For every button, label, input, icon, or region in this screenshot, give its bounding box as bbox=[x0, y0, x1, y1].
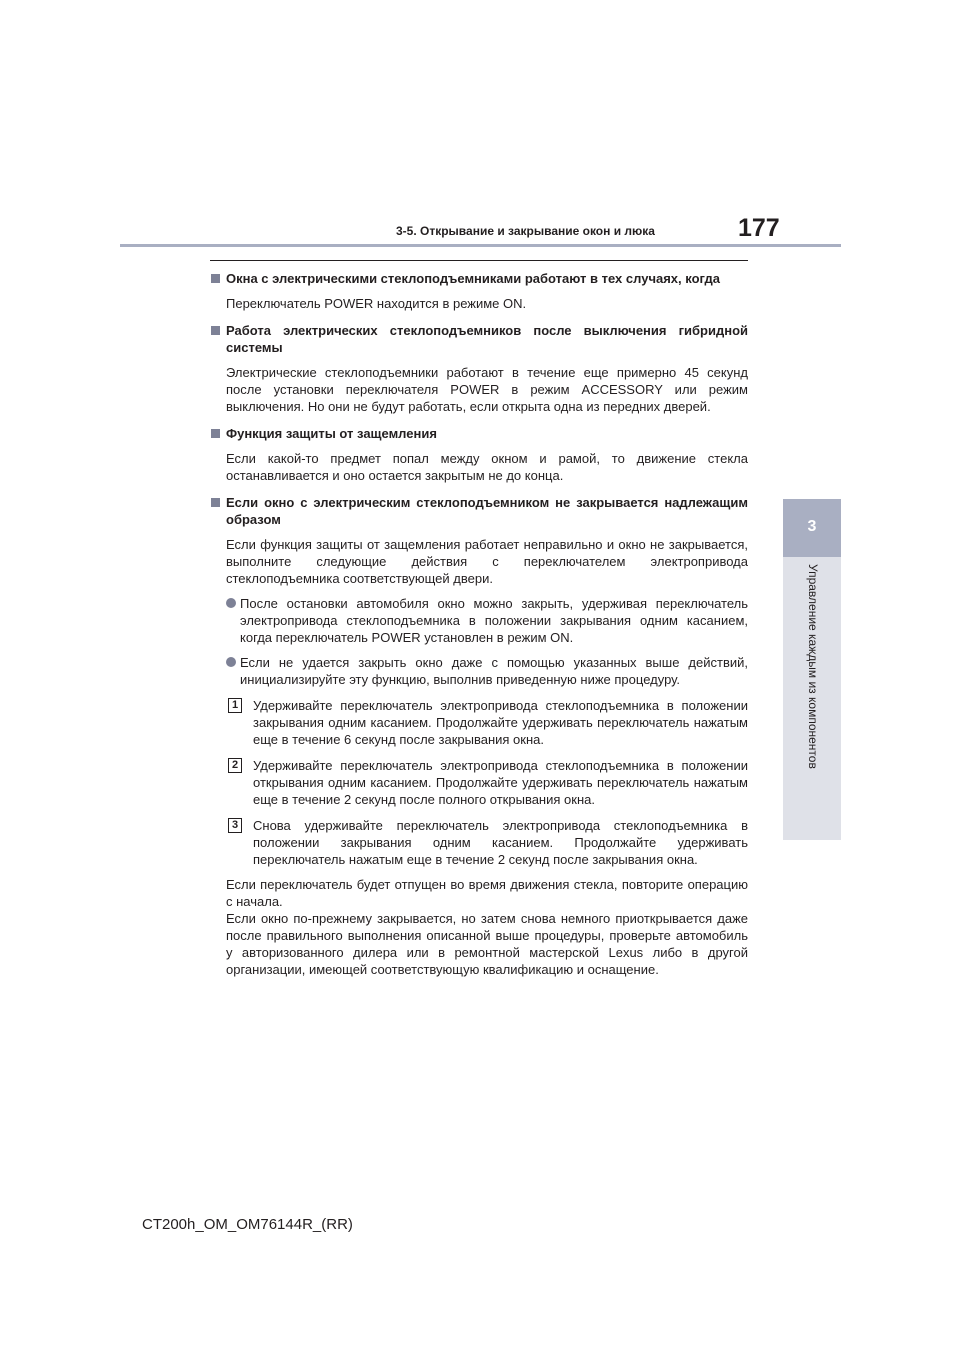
bullet-text: Если не удается закрыть окно даже с помощью указанных выше действий, инициализируйте эту функцию, выполнив приведенную ниже процедуру. bbox=[240, 655, 748, 687]
paragraph: Переключатель POWER находится в режиме ON. bbox=[226, 296, 527, 311]
page-number: 177 bbox=[738, 214, 780, 242]
bullet-item bbox=[210, 654, 748, 688]
section-title: 3-5. Открывание и закрывание окон и люка bbox=[396, 224, 655, 238]
step-text: Удерживайте переключатель электропривода стеклоподъемника в положении закрывания одним касанием. Продолжайте удерживать переключатель нажатым еще в течение 6 секунд после закрывания окна. bbox=[253, 698, 748, 747]
bullet-item bbox=[210, 595, 748, 646]
paragraph: Если функция защиты от защемления работает неправильно и окно не закрывается, выполните следующие действия с переключателем электропривода стеклоподъемника соответствующей двери. bbox=[226, 537, 748, 586]
closing-line-repeat: Если переключатель будет отпущен во время движения стекла, повторите операцию с начала. bbox=[226, 877, 748, 909]
section-heading bbox=[210, 494, 748, 528]
chapter-tab bbox=[783, 499, 841, 557]
closing-line-dealer: Если окно по-прежнему закрывается, но затем снова немного приоткрывается даже после правильного выполнения описанной выше процедуры, проверьте автомобиль у авторизованного дилера или в ремонтной мастерской Lexus либо в другой организации, имеющей соответствующую квалификацию и оснащение. bbox=[226, 911, 748, 977]
bullet-text: После остановки автомобиля окно можно закрыть, удерживая переключатель электропривода стеклоподъемника в положении закрывания одним касанием, когда переключатель POWER установлен в режим ON. bbox=[240, 596, 748, 645]
paragraph: Если какой-то предмет попал между окном и рамой, то движение стекла останавливается и оно остается закрытым не до конца. bbox=[226, 451, 748, 483]
heading-text: Функция защиты от защемления bbox=[226, 426, 437, 441]
step-number-badge: 3 bbox=[228, 818, 242, 833]
square-bullet-icon bbox=[211, 498, 220, 507]
page-content bbox=[210, 270, 748, 978]
section-heading bbox=[210, 322, 748, 356]
step-number-badge: 2 bbox=[228, 758, 242, 773]
square-bullet-icon bbox=[211, 326, 220, 335]
closing-paragraph bbox=[210, 876, 748, 978]
square-bullet-icon bbox=[211, 274, 220, 283]
round-bullet-icon bbox=[226, 598, 236, 608]
document-code: CT200h_OM_OM76144R_(RR) bbox=[142, 1216, 353, 1233]
step-text: Снова удерживайте переключатель электропривода стеклоподъемника в положении закрывания одним касанием. Продолжайте удерживать переключатель нажатым еще в течение 2 секунд после закрывания окна. bbox=[253, 818, 748, 867]
step-text: Удерживайте переключатель электропривода стеклоподъемника в положении открывания одним касанием. Продолжайте удерживать переключатель нажатым еще в течение 2 секунд после полного открывания окна. bbox=[253, 758, 748, 807]
square-bullet-icon bbox=[211, 429, 220, 438]
heading-text: Работа электрических стеклоподъемников после выключения гибридной системы bbox=[226, 323, 748, 355]
chapter-caption: Управление каждым из компонентов bbox=[806, 564, 820, 769]
section-heading bbox=[210, 425, 748, 442]
procedure-step bbox=[210, 697, 748, 748]
section-heading bbox=[210, 270, 748, 287]
header-divider bbox=[120, 244, 841, 247]
paragraph: Электрические стеклоподъемники работают в течение еще примерно 45 секунд после установки переключателя POWER в режим ACCESSORY или режим выключения. Но они не будут работать, если открыта одна из передних дверей. bbox=[226, 365, 748, 414]
content-divider bbox=[210, 260, 748, 261]
heading-text: Если окно с электрическим стеклоподъемником не закрывается надлежащим образом bbox=[226, 495, 748, 527]
heading-text: Окна с электрическими стеклоподъемниками работают в тех случаях, когда bbox=[226, 271, 720, 286]
step-number-badge: 1 bbox=[228, 698, 242, 713]
procedure-step bbox=[210, 757, 748, 808]
round-bullet-icon bbox=[226, 657, 236, 667]
chapter-number: 3 bbox=[807, 518, 817, 535]
procedure-step bbox=[210, 817, 748, 868]
